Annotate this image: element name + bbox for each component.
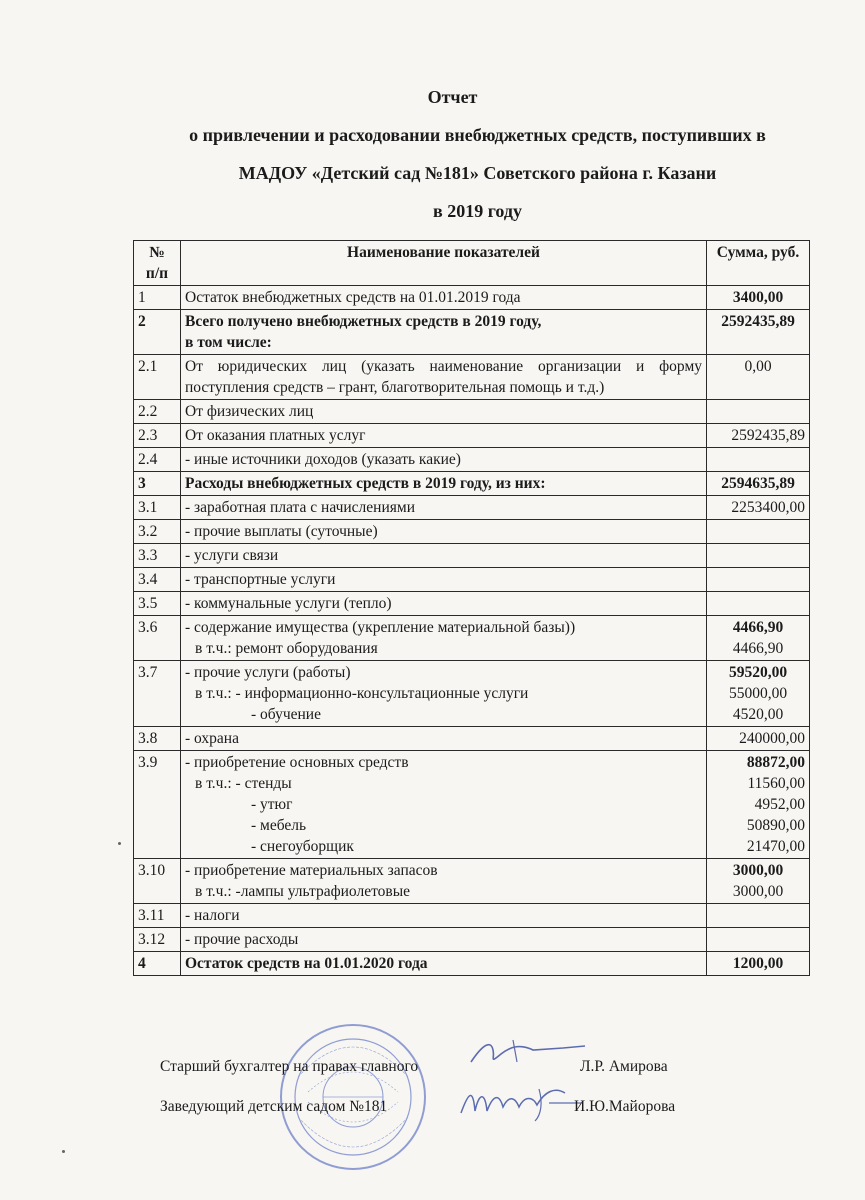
row-number: 3.4 [134,568,181,592]
report-title [0,84,865,236]
row-name: От оказания платных услуг [181,424,707,448]
row-number: 3.10 [134,859,181,904]
report-table [133,240,810,976]
title-line-4: в 2019 году [432,201,523,221]
table-row [134,859,810,904]
table-row [134,544,810,568]
table-row [134,496,810,520]
row-number: 3.9 [134,751,181,859]
row-name: - приобретение материальных запасов в т.ч.: -лампы ультрафиолетовые [181,859,707,904]
row-number: 3.2 [134,520,181,544]
table-row [134,355,810,400]
row-number: 2.2 [134,400,181,424]
row-sum: 59520,00 55000,00 4520,00 [707,661,810,727]
row-name: - заработная плата с начислениями [181,496,707,520]
header-sum: Сумма, руб. [707,241,810,286]
table-row [134,472,810,496]
table-row [134,592,810,616]
row-number: 3.7 [134,661,181,727]
row-number: 3.5 [134,592,181,616]
row-number: 4 [134,952,181,976]
row-number: 2 [134,310,181,355]
row-sum [707,400,810,424]
row-sum: 88872,00 11560,00 4952,00 50890,00 21470,00 [707,751,810,859]
row-name: - охрана [181,727,707,751]
name-accountant: Л.Р. Амирова [580,1058,668,1075]
row-number: 3.8 [134,727,181,751]
row-name: Остаток средств на 01.01.2020 года [181,952,707,976]
title-line-1: Отчет [427,87,478,107]
row-sum: 1200,00 [707,952,810,976]
row-sum: 4466,90 4466,90 [707,616,810,661]
row-sum [707,568,810,592]
row-name: - прочие выплаты (суточные) [181,520,707,544]
row-name: - прочие услуги (работы) в т.ч.: - информационно-консультационные услуги - обучение [181,661,707,727]
table-row [134,727,810,751]
table-header-row [134,241,810,286]
row-name: От юридических лиц (указать наименование организации и форму поступления средств – грант, благотворительная помощь и т.д.) [181,355,707,400]
title-line-2: о привлечении и расходовании внебюджетных средств, поступивших в [189,125,766,145]
row-number: 1 [134,286,181,310]
row-name: - прочие расходы [181,928,707,952]
row-sum [707,448,810,472]
row-number: 2.1 [134,355,181,400]
row-sum: 2592435,89 [707,424,810,448]
table-row [134,661,810,727]
header-name: Наименование показателей [181,241,707,286]
row-sum: 2592435,89 [707,310,810,355]
table-row [134,424,810,448]
row-sum: 3000,00 3000,00 [707,859,810,904]
row-sum [707,520,810,544]
row-name: - приобретение основных средств в т.ч.: - стенды - утюг - мебель - снегоуборщик [181,751,707,859]
row-number: 3.11 [134,904,181,928]
row-name: - налоги [181,904,707,928]
table-row [134,310,810,355]
row-name: От физических лиц [181,400,707,424]
row-name: - коммунальные услуги (тепло) [181,592,707,616]
row-number: 3.3 [134,544,181,568]
table-row [134,520,810,544]
signature-block [160,1052,720,1132]
row-sum: 0,00 [707,355,810,400]
signature-row-accountant [160,1052,720,1092]
table-row [134,952,810,976]
row-sum [707,592,810,616]
row-number: 3.12 [134,928,181,952]
row-name: - транспортные услуги [181,568,707,592]
position-head: Заведующий детским садом №181 [160,1098,388,1115]
table-row [134,751,810,859]
table-row [134,448,810,472]
row-sum: 240000,00 [707,727,810,751]
row-name: Всего получено внебюджетных средств в 2019 году, в том числе: [181,310,707,355]
row-number: 3.1 [134,496,181,520]
row-name: Остаток внебюджетных средств на 01.01.2019 года [181,286,707,310]
table-row [134,400,810,424]
table-row [134,286,810,310]
table-row [134,616,810,661]
row-sum: 2253400,00 [707,496,810,520]
title-line-3: МАДОУ «Детский сад №181» Советского района г. Казани [238,163,717,183]
row-sum [707,928,810,952]
signature-row-head [160,1092,720,1132]
row-name: - иные источники доходов (указать какие) [181,448,707,472]
row-name: Расходы внебюджетных средств в 2019 году, из них: [181,472,707,496]
row-name: - услуги связи [181,544,707,568]
name-head: И.Ю.Майорова [574,1098,676,1115]
scan-speck [118,842,121,845]
scan-speck [62,1150,65,1153]
table-row [134,928,810,952]
header-number: № п/п [134,241,181,286]
position-accountant: Старший бухгалтер на правах главного [160,1058,419,1075]
row-sum: 3400,00 [707,286,810,310]
table-row [134,568,810,592]
row-number: 2.3 [134,424,181,448]
row-sum [707,904,810,928]
table-row [134,904,810,928]
row-number: 3.6 [134,616,181,661]
row-name: - содержание имущества (укрепление материальной базы)) в т.ч.: ремонт оборудования [181,616,707,661]
row-number: 3 [134,472,181,496]
row-sum: 2594635,89 [707,472,810,496]
row-number: 2.4 [134,448,181,472]
row-sum [707,544,810,568]
